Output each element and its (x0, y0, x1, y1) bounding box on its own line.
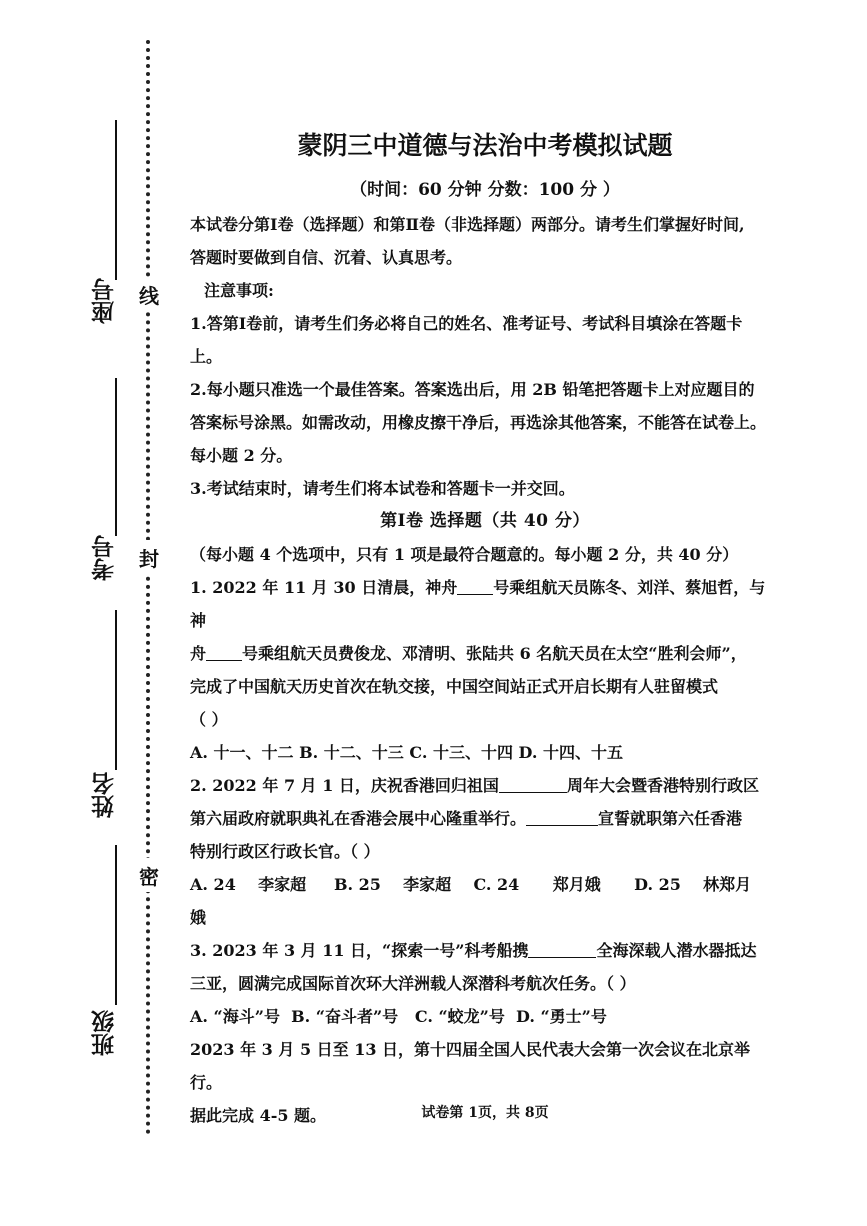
notice-rule: 每小题 2 分。 (190, 446, 293, 465)
question-3-line: 三亚，圆满完成国际首次环大洋洲载人深潜科考航次任务。（ ） (190, 974, 636, 993)
exam-number-label: 考号 (92, 535, 118, 581)
class-field[interactable] (115, 845, 117, 1005)
question-2-line: 特别行政区行政长官。（ ） (190, 842, 380, 861)
exam-number-field[interactable] (115, 378, 117, 536)
notice-rule: 2.每小题只准选一个最佳答案。答案选出后，用 2B 铅笔把答题卡上对应题目的 (190, 380, 755, 399)
intro-line: 答题时要做到自信、沉着、认真思考。 (190, 248, 463, 267)
seat-number-label: 座号 (92, 278, 118, 324)
question-3-options: A. “海斗”号 B. “奋斗者”号 C. “蛟龙”号 D. “勇士”号 (190, 1007, 607, 1026)
notice-title: 注意事项: (204, 281, 274, 300)
name-field[interactable] (115, 610, 117, 770)
binding-dotted-line (146, 40, 150, 1135)
question-4-5-stem: 2023 年 3 月 5 日至 13 日，第十四届全国人民代表大会第一次会议在北京举行。 (190, 1040, 751, 1092)
exam-subtitle: （时间：60 分钟 分数：100 分 ） (350, 180, 620, 200)
answer-blank[interactable] (499, 774, 567, 793)
page-footer: 试卷第 1页，共 8页 (421, 1105, 549, 1121)
question-4-5-stem: 据此完成 4-5 题。 (190, 1106, 327, 1125)
binding-word-secret: 密 (138, 858, 160, 892)
question-1-line: 完成了中国航天历史首次在轨交接，中国空间站正式开启长期有人驻留模式 (190, 677, 719, 696)
question-1-options: A. 十一、十二 B. 十二、十三 C. 十三、十四 D. 十四、十五 (190, 743, 623, 762)
answer-blank[interactable] (526, 807, 598, 826)
answer-bracket[interactable]: （ ） (190, 710, 228, 729)
class-label: 班级 (92, 1010, 118, 1056)
answer-blank[interactable] (528, 939, 596, 958)
notice-rule: 1.答第Ⅰ卷前，请考生们务必将自己的姓名、准考证号、考试科目填涂在答题卡 (190, 314, 743, 333)
notice-rule: 3.考试结束时，请考生们将本试卷和答题卡一并交回。 (190, 479, 575, 498)
question-2-options-cont: 娥 (190, 908, 207, 927)
name-label: 姓名 (92, 772, 118, 818)
seat-number-field[interactable] (115, 120, 117, 280)
question-2-line: 第六届政府就职典礼在香港会展中心隆重举行。 宣誓就职第六任香港 (190, 809, 743, 828)
exam-title: 蒙阴三中道德与法治中考模拟试题 (297, 131, 673, 160)
question-1-line: 舟 号乘组航天员费俊龙、邓清明、张陆共 6 名航天员在太空“胜利会师”， (190, 644, 747, 663)
exam-content (190, 208, 780, 1132)
binding-word-seal: 封 (138, 540, 160, 574)
section-title: 第Ⅰ卷 选择题（共 40 分） (380, 511, 590, 531)
question-2: 2. 2022 年 7 月 1 日，庆祝香港回归祖国 周年大会暨香港特别行政区 (190, 776, 759, 795)
intro-line: 本试卷分第Ⅰ卷（选择题）和第Ⅱ卷（非选择题）两部分。请考生们掌握好时间, (190, 215, 745, 234)
answer-blank[interactable] (206, 642, 242, 661)
question-2-options: A. 24 李家超 B. 25 李家超 C. 24 郑月娥 D. 25 林郑月 (190, 875, 752, 894)
question-1: 1. 2022 年 11 月 30 日清晨，神舟 号乘组航天员陈冬、刘洋、蔡旭哲，与神 (190, 578, 766, 630)
binding-word-line: 线 (138, 277, 160, 311)
question-3: 3. 2023 年 3 月 11 日，“探索一号”科考船携 全海深载人潜水器抵达 (190, 941, 757, 960)
notice-rule: 上。 (190, 347, 223, 366)
section-instruction: （每小题 4 个选项中，只有 1 项是最符合题意的。每小题 2 分，共 40 分） (190, 545, 739, 564)
notice-rule: 答案标号涂黑。如需改动，用橡皮擦干净后，再选涂其他答案，不能答在试卷上。 (190, 413, 767, 432)
answer-blank[interactable] (457, 576, 493, 595)
